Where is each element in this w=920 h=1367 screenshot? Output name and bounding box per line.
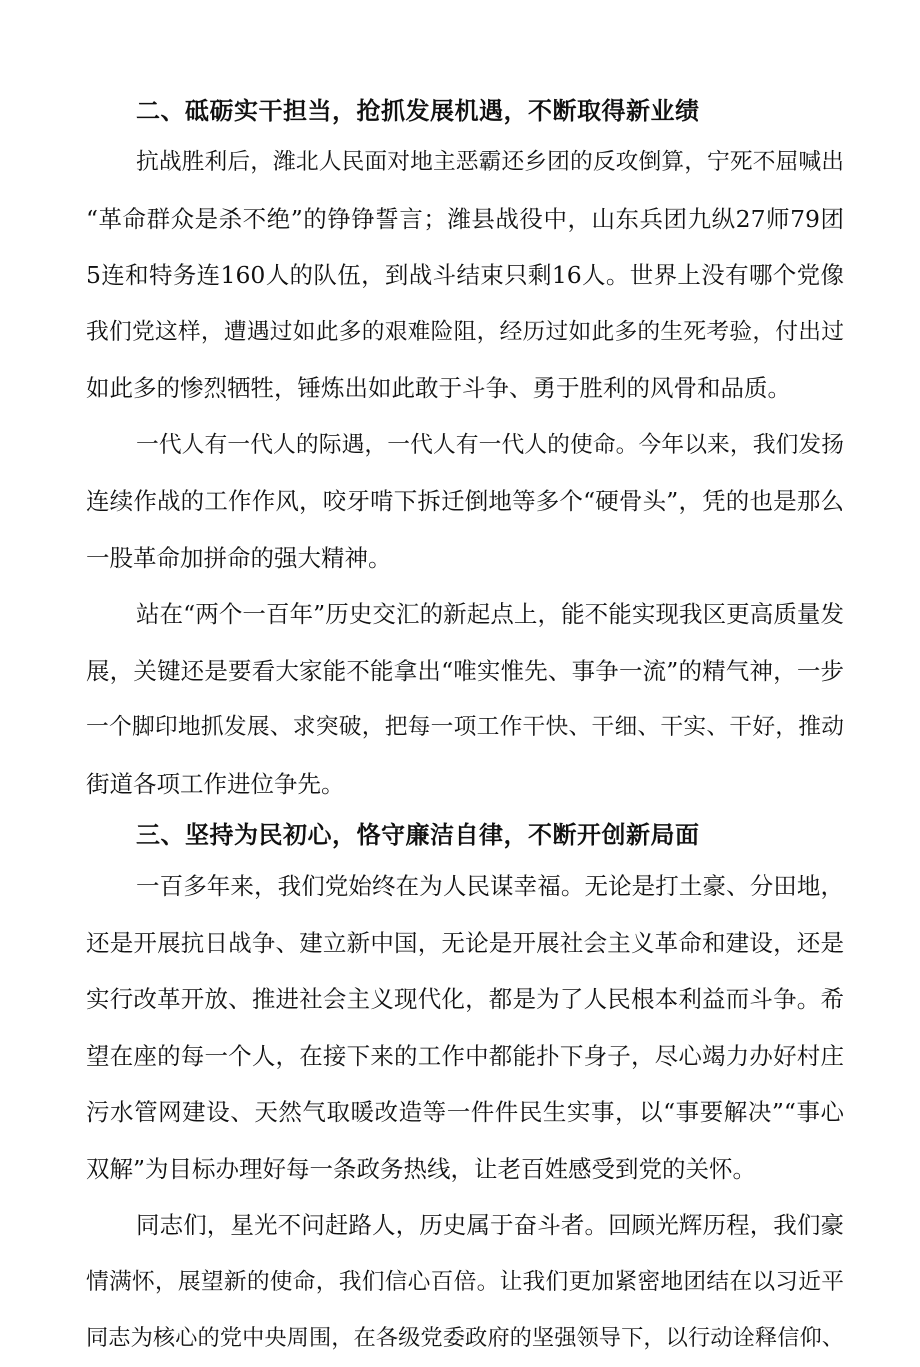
text-line: 双解”为目标办理好每一条政务热线，让老百姓感受到党的关怀。 bbox=[86, 1154, 757, 1183]
text-line: 一股革命加拼命的强大精神。 bbox=[86, 543, 392, 572]
text-line: 连续作战的工作作风，咬牙啃下拆迁倒地等多个“硬骨头”，凭的也是那么 bbox=[86, 487, 844, 515]
text-line: 街道各项工作进位争先。 bbox=[86, 769, 345, 798]
paragraph bbox=[86, 858, 844, 1197]
text-line: 一百多年来，我们党始终在为人民谋幸福。无论是打土豪、分田地， bbox=[136, 872, 844, 900]
paragraph bbox=[86, 134, 844, 417]
text-line: 还是开展抗日战争、建立新中国，无论是开展社会主义革命和建设，还是 bbox=[86, 928, 844, 957]
text-line: 我们党这样，遭遇过如此多的艰难险阻，经历过如此多的生死考验，付出过 bbox=[86, 318, 844, 345]
text-line: 望在座的每一个人，在接下来的工作中都能扑下身子，尽心竭力办好村庄 bbox=[86, 1041, 844, 1070]
section-3 bbox=[86, 812, 844, 1367]
text-line: 污水管网建设、天然气取暖改造等一件件民生实事，以“事要解决”“事心 bbox=[86, 1098, 844, 1126]
paragraph bbox=[86, 417, 844, 587]
text-line: 如此多的惨烈牺牲，锤炼出如此敢于斗争、勇于胜利的风骨和品质。 bbox=[86, 374, 791, 402]
text-line: 同志们，星光不问赶路人，历史属于奋斗者。回顾光辉历程，我们豪 bbox=[136, 1211, 844, 1239]
text-line: 展，关键还是要看大家能不能拿出“唯实惟先、事争一流”的精气神，一步 bbox=[86, 656, 844, 685]
paragraph bbox=[86, 1197, 844, 1367]
text-line: 一代人有一代人的际遇，一代人有一代人的使命。今年以来，我们发扬 bbox=[136, 431, 844, 458]
section-2 bbox=[86, 88, 844, 812]
document-page bbox=[86, 88, 844, 1367]
text-line: “革命群众是杀不绝”的铮铮誓言；潍县战役中，山东兵团九纵27师79团 bbox=[86, 204, 844, 233]
section-heading: 三、坚持为民初心，恪守廉洁自律，不断开创新局面 bbox=[136, 821, 700, 849]
section-heading: 二、砥砺实干担当，抢抓发展机遇，不断取得新业绩 bbox=[136, 97, 700, 125]
text-line: 情满怀，展望新的使命，我们信心百倍。让我们更加紧密地团结在以习近平 bbox=[86, 1268, 844, 1295]
paragraph bbox=[86, 586, 844, 812]
text-line: 实行改革开放、推进社会主义现代化，都是为了人民根本利益而斗争。希 bbox=[86, 985, 844, 1013]
text-line: 同志为核心的党中央周围，在各级党委政府的坚强领导下，以行动诠释信仰、 bbox=[86, 1325, 844, 1351]
text-line: 一个脚印地抓发展、求突破，把每一项工作干快、干细、干实、干好，推动 bbox=[86, 714, 844, 740]
text-line: 5连和特务连160人的队伍，到战斗结束只剩16人。世界上没有哪个党像 bbox=[86, 261, 844, 289]
text-line: 站在“两个一百年”历史交汇的新起点上，能不能实现我区更高质量发 bbox=[136, 600, 844, 628]
text-line: 抗战胜利后，潍北人民面对地主恶霸还乡团的反攻倒算，宁死不屈喊出 bbox=[136, 149, 844, 175]
